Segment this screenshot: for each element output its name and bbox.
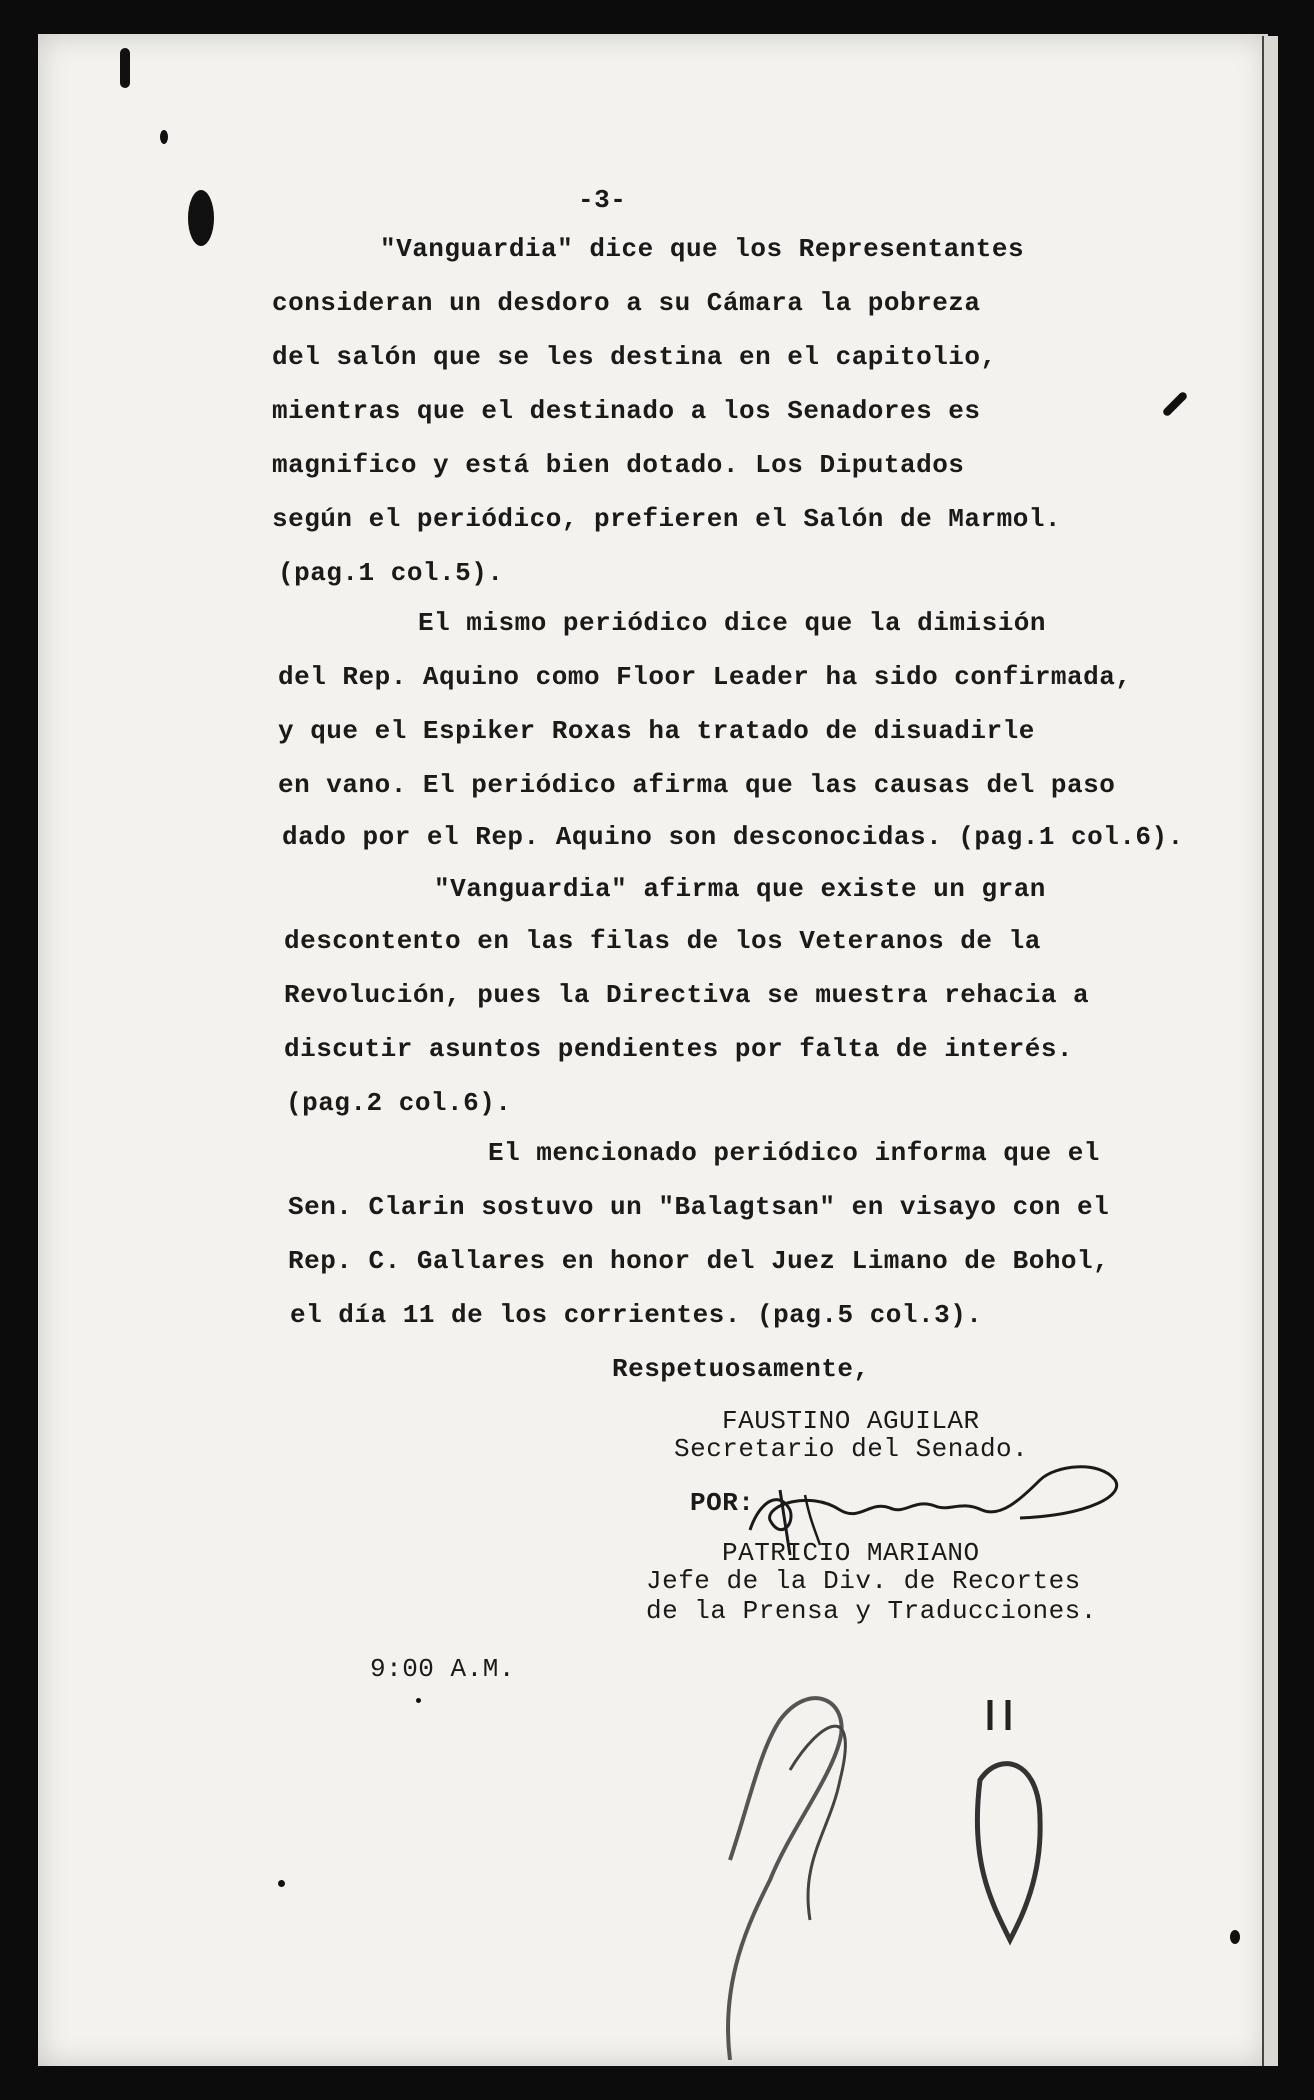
paragraph-2-line-3: y que el Espiker Roxas ha tratado de disuadirle <box>278 716 1035 746</box>
paragraph-1-line-2: consideran un desdoro a su Cámara la pobreza <box>272 288 981 318</box>
ink-blot-top-left-3 <box>160 130 168 144</box>
paragraph-3-line-2: descontento en las filas de los Veteranos de la <box>284 926 1041 956</box>
co-signatory-name: PATRICIO MARIANO <box>722 1538 980 1568</box>
paragraph-2-line-5: dado por el Rep. Aquino son desconocidas. (pag.1 col.6). <box>282 822 1184 852</box>
dot-1 <box>278 1880 285 1887</box>
paragraph-2-line-4: en vano. El periódico afirma que las causas del paso <box>278 770 1116 800</box>
paper-edge <box>1262 36 1278 2066</box>
paragraph-4-line-1: El mencionado periódico informa que el <box>488 1138 1100 1168</box>
paragraph-3-line-3: Revolución, pues la Directiva se muestra rehacia a <box>284 980 1090 1010</box>
paragraph-1-line-1: "Vanguardia" dice que los Representantes <box>380 234 1025 264</box>
closing: Respetuosamente, <box>612 1354 870 1384</box>
co-signatory-title-line-1: Jefe de la Div. de Recortes <box>646 1566 1081 1596</box>
paper-stain <box>690 1660 1150 2060</box>
dot-3 <box>1230 1930 1240 1944</box>
time-stamp: 9:00 A.M. <box>370 1654 515 1684</box>
paragraph-4-line-2: Sen. Clarin sostuvo un "Balagtsan" en visayo con el <box>288 1192 1110 1222</box>
page-number: -3- <box>578 185 627 215</box>
paragraph-4-line-4: el día 11 de los corrientes. (pag.5 col.3). <box>290 1300 983 1330</box>
paragraph-1-line-6: según el periódico, prefieren el Salón de Marmol. <box>272 504 1062 534</box>
ink-blot-top-left-2 <box>120 48 130 88</box>
dot-2 <box>416 1698 421 1703</box>
ink-blot-top-left <box>188 190 214 246</box>
paragraph-2-line-1: El mismo periódico dice que la dimisión <box>418 608 1046 638</box>
paragraph-3-line-1: "Vanguardia" afirma que existe un gran <box>434 874 1046 904</box>
paragraph-2-line-2: del Rep. Aquino como Floor Leader ha sido confirmada, <box>278 662 1132 692</box>
paragraph-1-line-7: (pag.1 col.5). <box>278 558 504 588</box>
co-signatory-title-line-2: de la Prensa y Traducciones. <box>646 1596 1097 1626</box>
paragraph-4-line-3: Rep. C. Gallares en honor del Juez Limano de Bohol, <box>288 1246 1110 1276</box>
paragraph-1-line-4: mientras que el destinado a los Senadores es <box>272 396 981 426</box>
signatory-title: Secretario del Senado. <box>674 1434 1029 1464</box>
por-label: POR: <box>690 1488 755 1518</box>
paragraph-3-line-4: discutir asuntos pendientes por falta de interés. <box>284 1034 1074 1064</box>
paragraph-1-line-3: del salón que se les destina en el capitolio, <box>272 342 997 372</box>
signatory-name: FAUSTINO AGUILAR <box>722 1406 980 1436</box>
paragraph-1-line-5: magnifico y está bien dotado. Los Diputados <box>272 450 965 480</box>
paragraph-3-line-5: (pag.2 col.6). <box>286 1088 512 1118</box>
